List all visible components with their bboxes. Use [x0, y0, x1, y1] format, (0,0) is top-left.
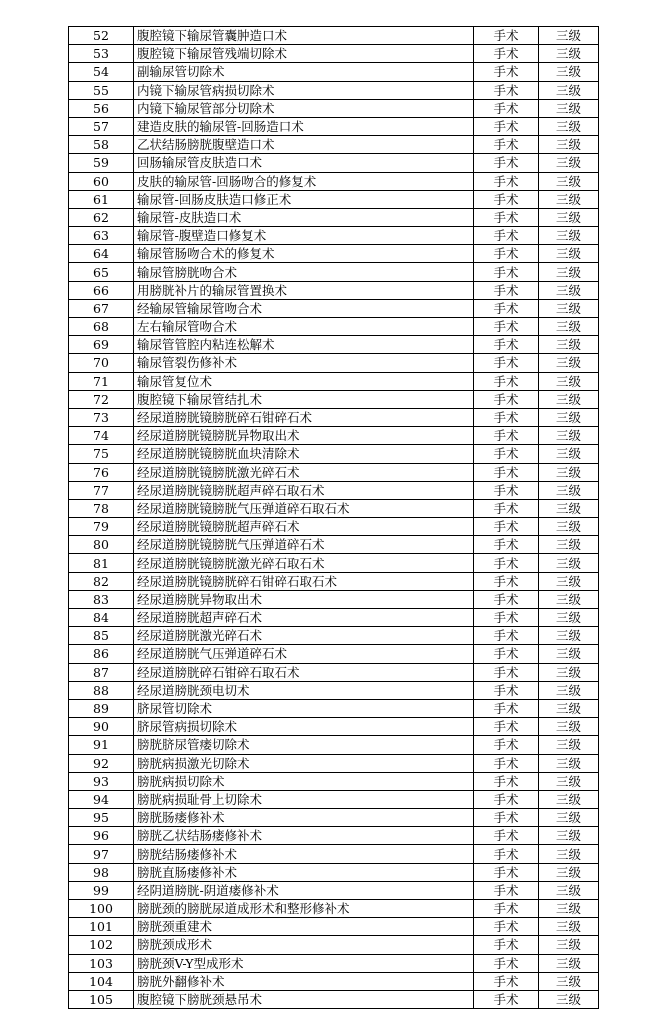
- category-cell: 手术: [474, 754, 539, 772]
- category-cell: 手术: [474, 281, 539, 299]
- level-cell: 三级: [539, 627, 599, 645]
- row-number-cell: 89: [69, 699, 134, 717]
- table-row: [69, 881, 599, 899]
- row-number-cell: 87: [69, 663, 134, 681]
- table-row: [69, 609, 599, 627]
- row-number-cell: 73: [69, 408, 134, 426]
- row-number-cell: 76: [69, 463, 134, 481]
- table-row: [69, 299, 599, 317]
- level-cell: 三级: [539, 972, 599, 990]
- category-cell: 手术: [474, 45, 539, 63]
- category-cell: 手术: [474, 427, 539, 445]
- table-row: [69, 772, 599, 790]
- table-row: [69, 990, 599, 1008]
- category-cell: 手术: [474, 299, 539, 317]
- table-row: [69, 263, 599, 281]
- level-cell: 三级: [539, 900, 599, 918]
- table-row: [69, 699, 599, 717]
- procedure-name-cell: 内镜下输尿管部分切除术: [134, 99, 474, 117]
- procedure-table: [68, 26, 599, 1009]
- row-number-cell: 63: [69, 227, 134, 245]
- table-row: [69, 627, 599, 645]
- row-number-cell: 80: [69, 536, 134, 554]
- table-row: [69, 190, 599, 208]
- procedure-name-cell: 经尿道膀胱镜膀胱异物取出术: [134, 427, 474, 445]
- row-number-cell: 105: [69, 990, 134, 1008]
- procedure-name-cell: 乙状结肠膀胱腹壁造口术: [134, 136, 474, 154]
- table-row: [69, 154, 599, 172]
- row-number-cell: 68: [69, 318, 134, 336]
- procedure-name-cell: 腹腔镜下输尿管残端切除术: [134, 45, 474, 63]
- category-cell: 手术: [474, 536, 539, 554]
- table-row: [69, 408, 599, 426]
- procedure-name-cell: 经尿道膀胱镜膀胱超声碎石取石术: [134, 481, 474, 499]
- table-row: [69, 572, 599, 590]
- procedure-table-container: [68, 26, 599, 1009]
- table-row: [69, 318, 599, 336]
- procedure-name-cell: 膀胱颈V-Y型成形术: [134, 954, 474, 972]
- row-number-cell: 62: [69, 208, 134, 226]
- table-row: [69, 663, 599, 681]
- procedure-name-cell: 经尿道膀胱激光碎石术: [134, 627, 474, 645]
- level-cell: 三级: [539, 372, 599, 390]
- procedure-name-cell: 经阴道膀胱-阴道瘘修补术: [134, 881, 474, 899]
- procedure-name-cell: 脐尿管病损切除术: [134, 718, 474, 736]
- level-cell: 三级: [539, 445, 599, 463]
- row-number-cell: 96: [69, 827, 134, 845]
- row-number-cell: 59: [69, 154, 134, 172]
- level-cell: 三级: [539, 172, 599, 190]
- category-cell: 手术: [474, 900, 539, 918]
- level-cell: 三级: [539, 245, 599, 263]
- table-row: [69, 336, 599, 354]
- table-row: [69, 918, 599, 936]
- level-cell: 三级: [539, 281, 599, 299]
- category-cell: 手术: [474, 190, 539, 208]
- category-cell: 手术: [474, 845, 539, 863]
- row-number-cell: 94: [69, 790, 134, 808]
- row-number-cell: 83: [69, 590, 134, 608]
- procedure-name-cell: 经尿道膀胱超声碎石术: [134, 609, 474, 627]
- table-row: [69, 845, 599, 863]
- procedure-name-cell: 经尿道膀胱镜膀胱超声碎石术: [134, 518, 474, 536]
- procedure-name-cell: 腹腔镜下输尿管结扎术: [134, 390, 474, 408]
- procedure-name-cell: 膀胱肠瘘修补术: [134, 809, 474, 827]
- row-number-cell: 52: [69, 27, 134, 45]
- procedure-name-cell: 膀胱颈成形术: [134, 936, 474, 954]
- row-number-cell: 77: [69, 481, 134, 499]
- row-number-cell: 93: [69, 772, 134, 790]
- row-number-cell: 84: [69, 609, 134, 627]
- category-cell: 手术: [474, 354, 539, 372]
- table-row: [69, 354, 599, 372]
- category-cell: 手术: [474, 954, 539, 972]
- row-number-cell: 56: [69, 99, 134, 117]
- category-cell: 手术: [474, 245, 539, 263]
- category-cell: 手术: [474, 99, 539, 117]
- row-number-cell: 95: [69, 809, 134, 827]
- procedure-name-cell: 膀胱病损切除术: [134, 772, 474, 790]
- category-cell: 手术: [474, 936, 539, 954]
- procedure-name-cell: 膀胱病损激光切除术: [134, 754, 474, 772]
- level-cell: 三级: [539, 390, 599, 408]
- level-cell: 三级: [539, 554, 599, 572]
- level-cell: 三级: [539, 736, 599, 754]
- table-row: [69, 172, 599, 190]
- category-cell: 手术: [474, 408, 539, 426]
- procedure-name-cell: 膀胱脐尿管瘘切除术: [134, 736, 474, 754]
- procedure-name-cell: 脐尿管切除术: [134, 699, 474, 717]
- level-cell: 三级: [539, 918, 599, 936]
- table-row: [69, 245, 599, 263]
- procedure-name-cell: 建造皮肤的输尿管-回肠造口术: [134, 117, 474, 135]
- procedure-name-cell: 输尿管复位术: [134, 372, 474, 390]
- row-number-cell: 75: [69, 445, 134, 463]
- category-cell: 手术: [474, 972, 539, 990]
- procedure-name-cell: 腹腔镜下膀胱颈悬吊术: [134, 990, 474, 1008]
- category-cell: 手术: [474, 27, 539, 45]
- procedure-name-cell: 膀胱颈的膀胱尿道成形术和整形修补术: [134, 900, 474, 918]
- row-number-cell: 69: [69, 336, 134, 354]
- level-cell: 三级: [539, 718, 599, 736]
- row-number-cell: 82: [69, 572, 134, 590]
- row-number-cell: 67: [69, 299, 134, 317]
- procedure-name-cell: 输尿管-腹壁造口修复术: [134, 227, 474, 245]
- level-cell: 三级: [539, 208, 599, 226]
- category-cell: 手术: [474, 663, 539, 681]
- category-cell: 手术: [474, 390, 539, 408]
- row-number-cell: 54: [69, 63, 134, 81]
- category-cell: 手术: [474, 463, 539, 481]
- category-cell: 手术: [474, 208, 539, 226]
- level-cell: 三级: [539, 790, 599, 808]
- category-cell: 手术: [474, 699, 539, 717]
- row-number-cell: 66: [69, 281, 134, 299]
- level-cell: 三级: [539, 481, 599, 499]
- category-cell: 手术: [474, 63, 539, 81]
- category-cell: 手术: [474, 809, 539, 827]
- row-number-cell: 101: [69, 918, 134, 936]
- table-row: [69, 281, 599, 299]
- table-row: [69, 27, 599, 45]
- row-number-cell: 81: [69, 554, 134, 572]
- procedure-name-cell: 输尿管肠吻合术的修复术: [134, 245, 474, 263]
- procedure-name-cell: 副输尿管切除术: [134, 63, 474, 81]
- row-number-cell: 72: [69, 390, 134, 408]
- row-number-cell: 78: [69, 499, 134, 517]
- procedure-name-cell: 膀胱外翻修补术: [134, 972, 474, 990]
- row-number-cell: 55: [69, 81, 134, 99]
- table-row: [69, 736, 599, 754]
- table-row: [69, 227, 599, 245]
- category-cell: 手术: [474, 645, 539, 663]
- level-cell: 三级: [539, 408, 599, 426]
- table-row: [69, 445, 599, 463]
- level-cell: 三级: [539, 99, 599, 117]
- row-number-cell: 104: [69, 972, 134, 990]
- level-cell: 三级: [539, 63, 599, 81]
- level-cell: 三级: [539, 863, 599, 881]
- table-row: [69, 972, 599, 990]
- row-number-cell: 103: [69, 954, 134, 972]
- table-row: [69, 45, 599, 63]
- procedure-name-cell: 经输尿管输尿管吻合术: [134, 299, 474, 317]
- category-cell: 手术: [474, 445, 539, 463]
- category-cell: 手术: [474, 554, 539, 572]
- category-cell: 手术: [474, 572, 539, 590]
- procedure-name-cell: 膀胱结肠瘘修补术: [134, 845, 474, 863]
- level-cell: 三级: [539, 518, 599, 536]
- level-cell: 三级: [539, 463, 599, 481]
- row-number-cell: 57: [69, 117, 134, 135]
- table-row: [69, 590, 599, 608]
- procedure-name-cell: 用膀胱补片的输尿管置换术: [134, 281, 474, 299]
- level-cell: 三级: [539, 427, 599, 445]
- category-cell: 手术: [474, 263, 539, 281]
- level-cell: 三级: [539, 81, 599, 99]
- procedure-name-cell: 经尿道膀胱碎石钳碎石取石术: [134, 663, 474, 681]
- row-number-cell: 86: [69, 645, 134, 663]
- category-cell: 手术: [474, 790, 539, 808]
- procedure-name-cell: 内镜下输尿管病损切除术: [134, 81, 474, 99]
- category-cell: 手术: [474, 336, 539, 354]
- procedure-name-cell: 经尿道膀胱异物取出术: [134, 590, 474, 608]
- category-cell: 手术: [474, 227, 539, 245]
- level-cell: 三级: [539, 572, 599, 590]
- table-row: [69, 81, 599, 99]
- row-number-cell: 97: [69, 845, 134, 863]
- table-row: [69, 536, 599, 554]
- level-cell: 三级: [539, 809, 599, 827]
- procedure-name-cell: 经尿道膀胱镜膀胱碎石钳碎石取石术: [134, 572, 474, 590]
- procedure-name-cell: 经尿道膀胱镜膀胱气压弹道碎石取石术: [134, 499, 474, 517]
- level-cell: 三级: [539, 318, 599, 336]
- level-cell: 三级: [539, 681, 599, 699]
- procedure-name-cell: 膀胱乙状结肠瘘修补术: [134, 827, 474, 845]
- row-number-cell: 88: [69, 681, 134, 699]
- level-cell: 三级: [539, 663, 599, 681]
- table-row: [69, 718, 599, 736]
- category-cell: 手术: [474, 736, 539, 754]
- table-row: [69, 372, 599, 390]
- level-cell: 三级: [539, 354, 599, 372]
- row-number-cell: 65: [69, 263, 134, 281]
- row-number-cell: 70: [69, 354, 134, 372]
- level-cell: 三级: [539, 990, 599, 1008]
- level-cell: 三级: [539, 936, 599, 954]
- procedure-name-cell: 腹腔镜下输尿管囊肿造口术: [134, 27, 474, 45]
- procedure-name-cell: 膀胱颈重建术: [134, 918, 474, 936]
- level-cell: 三级: [539, 536, 599, 554]
- level-cell: 三级: [539, 45, 599, 63]
- category-cell: 手术: [474, 154, 539, 172]
- procedure-table-body: [69, 27, 599, 1009]
- level-cell: 三级: [539, 827, 599, 845]
- level-cell: 三级: [539, 954, 599, 972]
- category-cell: 手术: [474, 372, 539, 390]
- procedure-name-cell: 左右输尿管吻合术: [134, 318, 474, 336]
- category-cell: 手术: [474, 590, 539, 608]
- level-cell: 三级: [539, 190, 599, 208]
- level-cell: 三级: [539, 754, 599, 772]
- row-number-cell: 74: [69, 427, 134, 445]
- row-number-cell: 53: [69, 45, 134, 63]
- level-cell: 三级: [539, 227, 599, 245]
- category-cell: 手术: [474, 172, 539, 190]
- table-row: [69, 645, 599, 663]
- procedure-name-cell: 膀胱直肠瘘修补术: [134, 863, 474, 881]
- table-row: [69, 863, 599, 881]
- row-number-cell: 61: [69, 190, 134, 208]
- category-cell: 手术: [474, 481, 539, 499]
- level-cell: 三级: [539, 154, 599, 172]
- category-cell: 手术: [474, 318, 539, 336]
- table-row: [69, 99, 599, 117]
- table-row: [69, 499, 599, 517]
- row-number-cell: 98: [69, 863, 134, 881]
- level-cell: 三级: [539, 263, 599, 281]
- row-number-cell: 64: [69, 245, 134, 263]
- level-cell: 三级: [539, 499, 599, 517]
- row-number-cell: 85: [69, 627, 134, 645]
- procedure-name-cell: 经尿道膀胱镜膀胱激光碎石术: [134, 463, 474, 481]
- level-cell: 三级: [539, 645, 599, 663]
- category-cell: 手术: [474, 772, 539, 790]
- level-cell: 三级: [539, 336, 599, 354]
- category-cell: 手术: [474, 518, 539, 536]
- row-number-cell: 102: [69, 936, 134, 954]
- level-cell: 三级: [539, 117, 599, 135]
- category-cell: 手术: [474, 627, 539, 645]
- procedure-name-cell: 输尿管管腔内粘连松解术: [134, 336, 474, 354]
- category-cell: 手术: [474, 81, 539, 99]
- level-cell: 三级: [539, 845, 599, 863]
- category-cell: 手术: [474, 136, 539, 154]
- table-row: [69, 136, 599, 154]
- row-number-cell: 60: [69, 172, 134, 190]
- category-cell: 手术: [474, 117, 539, 135]
- row-number-cell: 58: [69, 136, 134, 154]
- category-cell: 手术: [474, 881, 539, 899]
- row-number-cell: 99: [69, 881, 134, 899]
- category-cell: 手术: [474, 718, 539, 736]
- procedure-name-cell: 经尿道膀胱镜膀胱气压弹道碎石术: [134, 536, 474, 554]
- table-row: [69, 427, 599, 445]
- table-row: [69, 809, 599, 827]
- row-number-cell: 92: [69, 754, 134, 772]
- category-cell: 手术: [474, 827, 539, 845]
- table-row: [69, 117, 599, 135]
- procedure-name-cell: 输尿管裂伤修补术: [134, 354, 474, 372]
- procedure-name-cell: 输尿管膀胱吻合术: [134, 263, 474, 281]
- table-row: [69, 754, 599, 772]
- procedure-name-cell: 经尿道膀胱镜膀胱碎石钳碎石术: [134, 408, 474, 426]
- level-cell: 三级: [539, 136, 599, 154]
- level-cell: 三级: [539, 27, 599, 45]
- procedure-name-cell: 经尿道膀胱气压弹道碎石术: [134, 645, 474, 663]
- category-cell: 手术: [474, 918, 539, 936]
- procedure-name-cell: 经尿道膀胱镜膀胱激光碎石取石术: [134, 554, 474, 572]
- table-row: [69, 63, 599, 81]
- procedure-name-cell: 经尿道膀胱镜膀胱血块清除术: [134, 445, 474, 463]
- procedure-name-cell: 输尿管-皮肤造口术: [134, 208, 474, 226]
- table-row: [69, 481, 599, 499]
- row-number-cell: 90: [69, 718, 134, 736]
- level-cell: 三级: [539, 881, 599, 899]
- table-row: [69, 954, 599, 972]
- category-cell: 手术: [474, 609, 539, 627]
- table-row: [69, 390, 599, 408]
- table-row: [69, 681, 599, 699]
- table-row: [69, 463, 599, 481]
- procedure-name-cell: 经尿道膀胱颈电切术: [134, 681, 474, 699]
- level-cell: 三级: [539, 699, 599, 717]
- table-row: [69, 790, 599, 808]
- row-number-cell: 71: [69, 372, 134, 390]
- procedure-name-cell: 回肠输尿管皮肤造口术: [134, 154, 474, 172]
- category-cell: 手术: [474, 863, 539, 881]
- row-number-cell: 79: [69, 518, 134, 536]
- table-row: [69, 518, 599, 536]
- row-number-cell: 91: [69, 736, 134, 754]
- level-cell: 三级: [539, 609, 599, 627]
- table-row: [69, 208, 599, 226]
- category-cell: 手术: [474, 990, 539, 1008]
- table-row: [69, 936, 599, 954]
- procedure-name-cell: 膀胱病损耻骨上切除术: [134, 790, 474, 808]
- level-cell: 三级: [539, 299, 599, 317]
- table-row: [69, 900, 599, 918]
- category-cell: 手术: [474, 499, 539, 517]
- procedure-name-cell: 皮肤的输尿管-回肠吻合的修复术: [134, 172, 474, 190]
- table-row: [69, 827, 599, 845]
- level-cell: 三级: [539, 772, 599, 790]
- table-row: [69, 554, 599, 572]
- row-number-cell: 100: [69, 900, 134, 918]
- category-cell: 手术: [474, 681, 539, 699]
- level-cell: 三级: [539, 590, 599, 608]
- procedure-name-cell: 输尿管-回肠皮肤造口修正术: [134, 190, 474, 208]
